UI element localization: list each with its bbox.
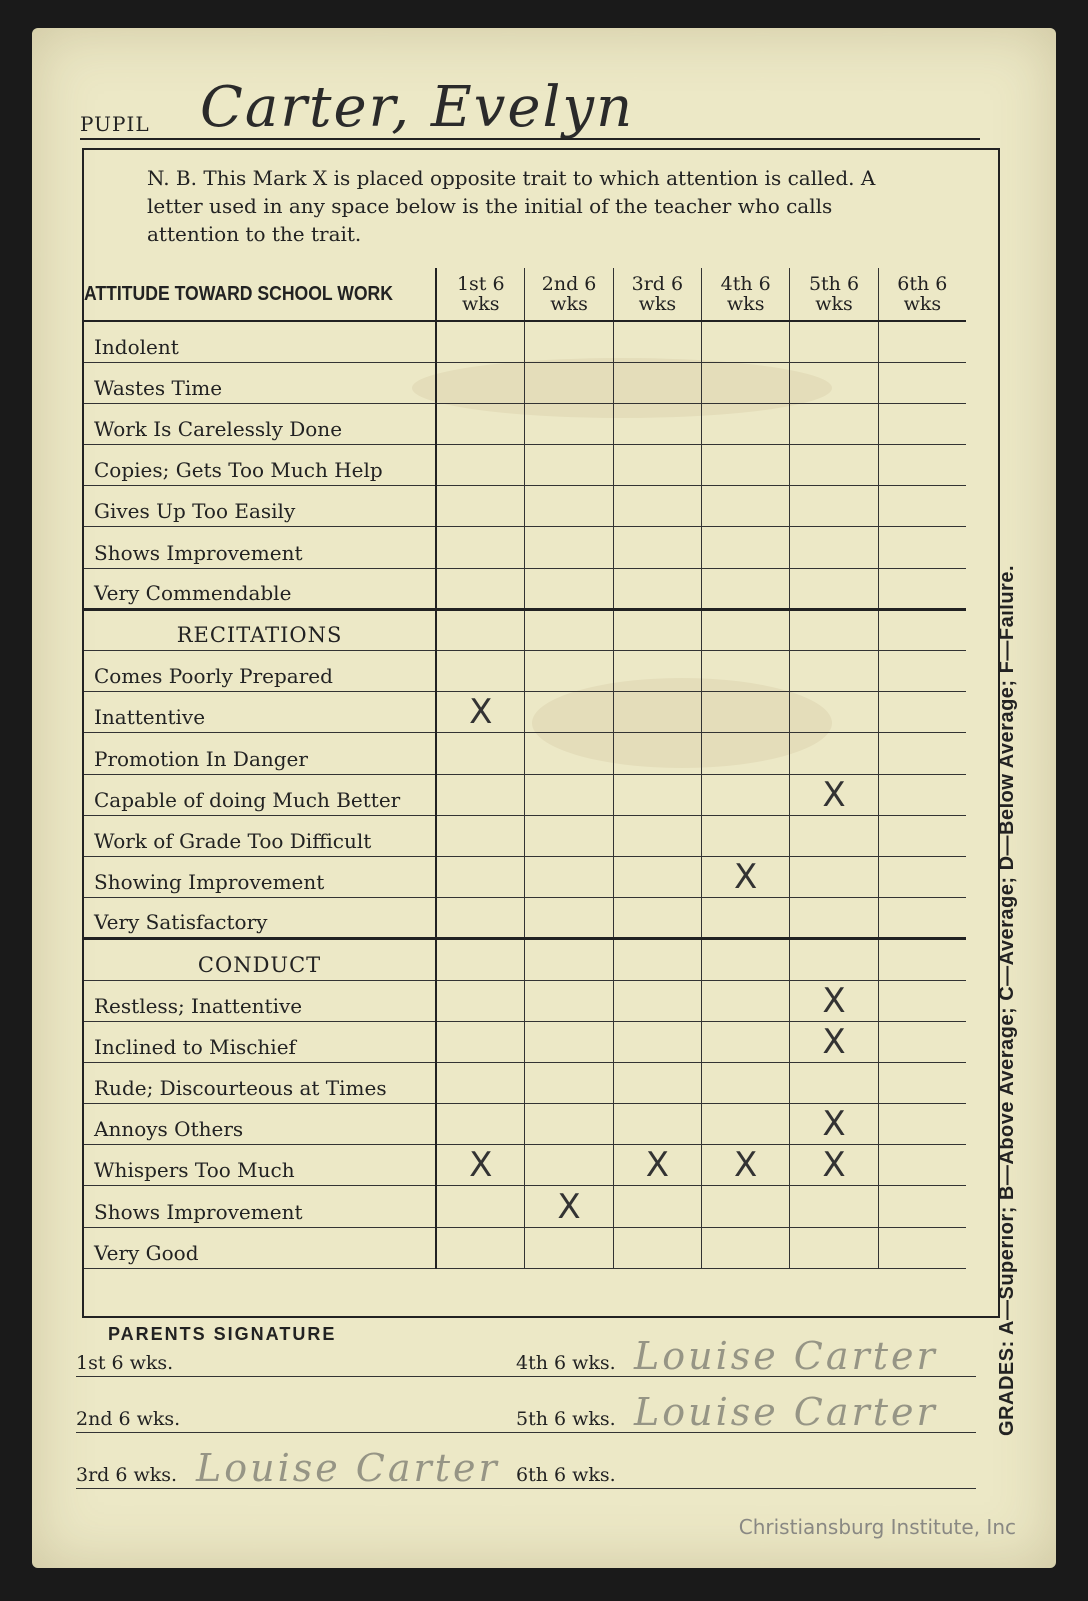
mark-cell xyxy=(613,568,701,609)
mark-cell xyxy=(525,527,613,568)
section-title: CONDUCT xyxy=(84,939,436,980)
mark-cell xyxy=(613,1062,701,1103)
mark-cell xyxy=(525,939,613,980)
mark-cell xyxy=(613,898,701,939)
trait-row xyxy=(84,321,966,362)
mark-cell xyxy=(436,1227,525,1268)
section-title: RECITATIONS xyxy=(84,609,436,650)
mark-cell xyxy=(702,609,790,650)
mark-cell xyxy=(878,362,966,403)
attitude-header: ATTITUDE TOWARD SCHOOL WORK xyxy=(84,268,394,321)
mark-cell xyxy=(702,321,790,362)
mark-cell xyxy=(436,939,525,980)
mark-cell xyxy=(436,445,525,486)
signature-line xyxy=(516,1458,976,1489)
mark-cell xyxy=(525,856,613,897)
mark-cell xyxy=(702,651,790,692)
mark-cell xyxy=(878,486,966,527)
mark-cell xyxy=(702,1021,790,1062)
mark-cell xyxy=(702,403,790,444)
mark-cell xyxy=(613,527,701,568)
mark-cell xyxy=(436,568,525,609)
mark-cell xyxy=(525,692,613,733)
trait-row xyxy=(84,527,966,568)
mark-cell xyxy=(702,774,790,815)
trait-row xyxy=(84,1227,966,1268)
mark-cell xyxy=(878,403,966,444)
trait-label: Work of Grade Too Difficult xyxy=(84,815,436,856)
trait-label: Very Commendable xyxy=(84,568,436,609)
mark-cell: X xyxy=(436,1145,525,1186)
mark-cell xyxy=(436,815,525,856)
mark-cell xyxy=(790,733,878,774)
traits-table xyxy=(84,268,966,1269)
mark-cell xyxy=(878,1186,966,1227)
mark-cell xyxy=(525,980,613,1021)
mark-cell xyxy=(436,403,525,444)
section-row xyxy=(84,609,966,650)
mark-cell xyxy=(613,980,701,1021)
mark-cell xyxy=(613,774,701,815)
mark-cell xyxy=(878,692,966,733)
mark-cell xyxy=(525,486,613,527)
trait-label: Indolent xyxy=(84,321,436,362)
trait-label: Copies; Gets Too Much Help xyxy=(84,445,436,486)
mark-cell xyxy=(878,568,966,609)
mark-cell xyxy=(878,856,966,897)
mark-cell: X xyxy=(790,1145,878,1186)
trait-row xyxy=(84,898,966,939)
mark-cell xyxy=(613,692,701,733)
mark-cell xyxy=(790,939,878,980)
mark-cell xyxy=(790,445,878,486)
trait-row xyxy=(84,733,966,774)
signature-line-label: 5th 6 wks. xyxy=(516,1408,616,1430)
mark-cell xyxy=(436,651,525,692)
mark-cell: X xyxy=(790,1021,878,1062)
trait-row xyxy=(84,486,966,527)
trait-row xyxy=(84,362,966,403)
trait-label: Work Is Carelessly Done xyxy=(84,403,436,444)
mark-cell xyxy=(878,1104,966,1145)
signature-line-label: 3rd 6 wks. xyxy=(76,1464,178,1486)
mark-cell xyxy=(436,733,525,774)
mark-cell xyxy=(878,980,966,1021)
mark-cell xyxy=(613,321,701,362)
mark-cell xyxy=(790,692,878,733)
mark-cell xyxy=(436,1186,525,1227)
mark-cell xyxy=(702,815,790,856)
mark-cell xyxy=(436,774,525,815)
mark-cell xyxy=(878,651,966,692)
trait-row xyxy=(84,568,966,609)
pupil-name: Carter, Evelyn xyxy=(200,75,635,140)
trait-label: Showing Improvement xyxy=(84,856,436,897)
mark-cell xyxy=(790,856,878,897)
signature-line-label: 6th 6 wks. xyxy=(516,1464,616,1486)
trait-row xyxy=(84,1104,966,1145)
trait-row xyxy=(84,1186,966,1227)
trait-label: Restless; Inattentive xyxy=(84,980,436,1021)
mark-cell xyxy=(702,733,790,774)
mark-cell xyxy=(702,898,790,939)
mark-cell xyxy=(790,1227,878,1268)
mark-cell: X xyxy=(702,856,790,897)
mark-cell: X xyxy=(790,774,878,815)
mark-cell xyxy=(613,939,701,980)
signature-line xyxy=(516,1334,976,1378)
trait-row xyxy=(84,856,966,897)
trait-row xyxy=(84,403,966,444)
mark-cell xyxy=(878,1145,966,1186)
mark-cell: X xyxy=(436,692,525,733)
trait-row xyxy=(84,774,966,815)
mark-cell xyxy=(702,1062,790,1103)
traits-table-body xyxy=(84,321,966,1268)
mark-cell xyxy=(702,1186,790,1227)
mark-cell xyxy=(613,651,701,692)
mark-cell xyxy=(436,321,525,362)
mark-cell xyxy=(525,651,613,692)
trait-label: Annoys Others xyxy=(84,1104,436,1145)
mark-cell xyxy=(525,568,613,609)
mark-cell xyxy=(878,733,966,774)
mark-cell xyxy=(878,321,966,362)
parent-signature: Louise Carter xyxy=(196,1446,500,1490)
signature-line-label: 4th 6 wks. xyxy=(516,1352,616,1374)
trait-label: Gives Up Too Easily xyxy=(84,486,436,527)
mark-cell xyxy=(878,527,966,568)
period-header: 5th 6 wks xyxy=(790,268,878,321)
mark-cell xyxy=(790,898,878,939)
mark-cell xyxy=(790,815,878,856)
mark-cell xyxy=(525,1021,613,1062)
mark-cell xyxy=(613,1021,701,1062)
mark-cell xyxy=(878,609,966,650)
mark-cell xyxy=(878,815,966,856)
mark-cell xyxy=(436,980,525,1021)
mark-cell xyxy=(702,692,790,733)
signature-line xyxy=(76,1346,516,1377)
trait-label: Promotion In Danger xyxy=(84,733,436,774)
signature-line xyxy=(76,1402,516,1433)
trait-label: Rude; Discourteous at Times xyxy=(84,1062,436,1103)
mark-cell xyxy=(436,1104,525,1145)
pupil-label: PUPIL xyxy=(80,112,150,136)
mark-cell xyxy=(702,1227,790,1268)
mark-cell xyxy=(525,609,613,650)
mark-cell xyxy=(702,568,790,609)
table-header-row xyxy=(84,268,966,321)
trait-label: Very Good xyxy=(84,1227,436,1268)
mark-cell xyxy=(613,1227,701,1268)
section-row xyxy=(84,939,966,980)
mark-cell xyxy=(702,362,790,403)
trait-label: Inattentive xyxy=(84,692,436,733)
period-header: 6th 6 wks xyxy=(878,268,966,321)
trait-row xyxy=(84,1145,966,1186)
trait-label: Shows Improvement xyxy=(84,527,436,568)
mark-cell xyxy=(878,1021,966,1062)
mark-cell xyxy=(790,1062,878,1103)
mark-cell xyxy=(878,1227,966,1268)
mark-cell xyxy=(613,609,701,650)
trait-row xyxy=(84,815,966,856)
mark-cell xyxy=(790,403,878,444)
period-header: 4th 6 wks xyxy=(702,268,790,321)
mark-cell xyxy=(613,486,701,527)
mark-cell xyxy=(702,486,790,527)
mark-cell xyxy=(436,898,525,939)
traits-box xyxy=(82,148,1000,1318)
mark-cell xyxy=(613,362,701,403)
mark-cell xyxy=(790,609,878,650)
mark-cell: X xyxy=(525,1186,613,1227)
mark-cell xyxy=(790,486,878,527)
watermark: Christiansburg Institute, Inc xyxy=(738,1515,1016,1539)
mark-cell xyxy=(436,362,525,403)
mark-cell xyxy=(525,1104,613,1145)
signature-line-label: 2nd 6 wks. xyxy=(76,1408,181,1430)
mark-cell xyxy=(878,445,966,486)
mark-cell xyxy=(436,1021,525,1062)
mark-cell: X xyxy=(790,1104,878,1145)
mark-cell xyxy=(436,486,525,527)
mark-cell xyxy=(613,733,701,774)
mark-cell xyxy=(525,362,613,403)
mark-cell xyxy=(878,898,966,939)
period-header: 1st 6 wks xyxy=(436,268,525,321)
trait-row xyxy=(84,692,966,733)
trait-label: Comes Poorly Prepared xyxy=(84,651,436,692)
mark-cell xyxy=(702,445,790,486)
mark-cell xyxy=(878,939,966,980)
mark-cell xyxy=(525,733,613,774)
period-header: 3rd 6 wks xyxy=(613,268,701,321)
trait-row xyxy=(84,1062,966,1103)
mark-cell xyxy=(613,403,701,444)
trait-label: Whispers Too Much xyxy=(84,1145,436,1186)
mark-cell xyxy=(525,445,613,486)
mark-cell xyxy=(790,321,878,362)
mark-cell xyxy=(790,1186,878,1227)
mark-cell xyxy=(525,1062,613,1103)
trait-row xyxy=(84,1021,966,1062)
mark-cell xyxy=(878,774,966,815)
mark-cell xyxy=(790,651,878,692)
mark-cell xyxy=(613,1186,701,1227)
mark-cell xyxy=(790,568,878,609)
mark-cell xyxy=(525,403,613,444)
pupil-row xyxy=(80,75,980,140)
mark-cell xyxy=(525,898,613,939)
trait-label: Inclined to Mischief xyxy=(84,1021,436,1062)
mark-cell xyxy=(613,815,701,856)
mark-cell xyxy=(613,445,701,486)
mark-cell xyxy=(436,527,525,568)
parents-signature-title: PARENTS SIGNATURE xyxy=(108,1324,337,1344)
mark-cell xyxy=(613,856,701,897)
mark-cell xyxy=(525,815,613,856)
report-card xyxy=(32,28,1056,1568)
mark-cell xyxy=(790,362,878,403)
mark-cell xyxy=(702,980,790,1021)
trait-row xyxy=(84,980,966,1021)
mark-cell xyxy=(790,527,878,568)
period-header: 2nd 6 wks xyxy=(525,268,613,321)
signature-line xyxy=(76,1446,516,1490)
mark-cell xyxy=(525,774,613,815)
trait-label: Very Satisfactory xyxy=(84,898,436,939)
mark-cell xyxy=(525,321,613,362)
mark-cell xyxy=(702,939,790,980)
mark-cell xyxy=(702,1104,790,1145)
mark-cell xyxy=(878,1062,966,1103)
mark-cell: X xyxy=(613,1145,701,1186)
signature-line-label: 1st 6 wks. xyxy=(76,1352,174,1374)
mark-cell: X xyxy=(790,980,878,1021)
mark-cell xyxy=(613,1104,701,1145)
mark-cell xyxy=(436,1062,525,1103)
mark-cell xyxy=(436,856,525,897)
mark-cell xyxy=(525,1145,613,1186)
trait-label: Wastes Time xyxy=(84,362,436,403)
trait-label: Shows Improvement xyxy=(84,1186,436,1227)
parent-signature: Louise Carter xyxy=(634,1390,938,1434)
parent-signature: Louise Carter xyxy=(634,1334,938,1378)
trait-label: Capable of doing Much Better xyxy=(84,774,436,815)
mark-cell xyxy=(525,1227,613,1268)
mark-cell xyxy=(702,527,790,568)
instructions-note: N. B. This Mark X is placed opposite trait to which attention is called. A letter used in any space below is the initial of the teacher who calls attention to the trait. xyxy=(147,166,876,246)
trait-row xyxy=(84,651,966,692)
trait-row xyxy=(84,445,966,486)
signature-line xyxy=(516,1390,976,1434)
grades-legend: GRADES: A—Superior; B—Above Average; C—Average; D—Below Average; F—Failure. xyxy=(996,565,1018,1436)
mark-cell: X xyxy=(702,1145,790,1186)
mark-cell xyxy=(436,609,525,650)
